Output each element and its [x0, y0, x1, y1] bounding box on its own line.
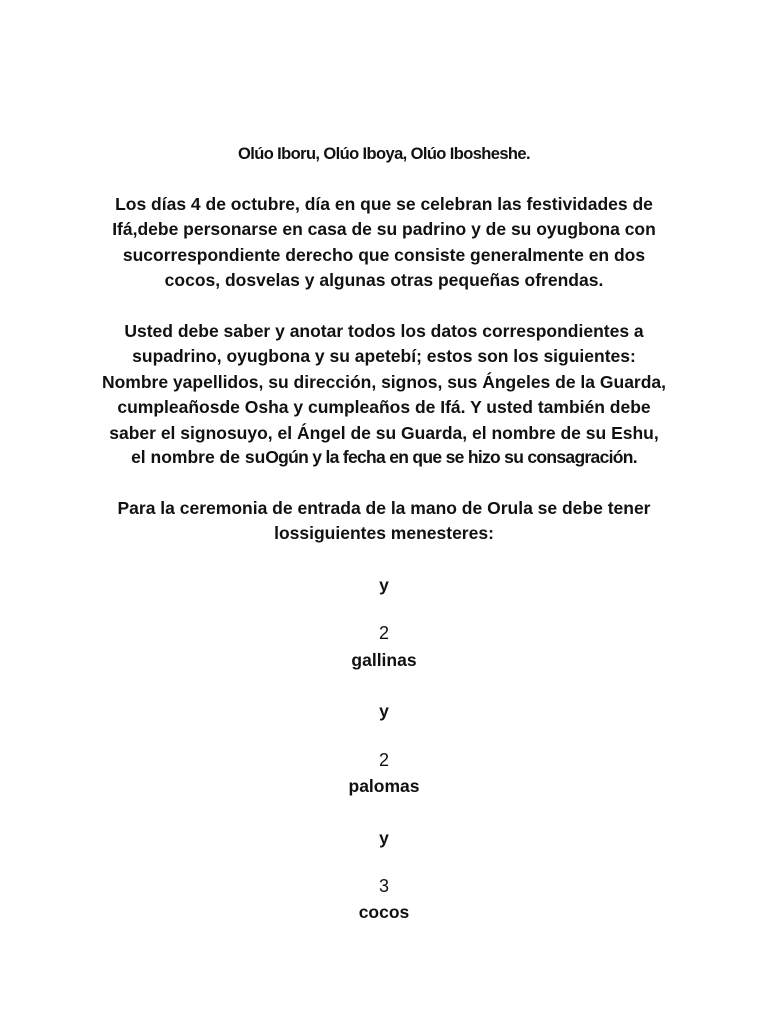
paragraph2-line3: Nombre yapellidos, su dirección, signos, sus Ángeles de la Guarda,	[101, 372, 667, 392]
document-title: Olúo Iboru, Olúo Iboya, Olúo Ibosheshe.	[238, 145, 530, 163]
list-quantity-1: 2	[378, 623, 389, 643]
paragraph2-line6	[0, 444, 768, 470]
paragraph2-line2: supadrino, oyugbona y su apetebí; estos son los siguientes:	[132, 346, 636, 366]
paragraph2-line4: cumpleañosde Osha y cumpleaños de Ifá. Y usted también debe	[117, 397, 651, 417]
paragraph1-line3: sucorrespondiente derecho que consiste generalmente en dos	[122, 245, 646, 265]
list-conjunction-2: y	[379, 701, 389, 721]
list-conjunction-3: y	[379, 828, 389, 848]
list-quantity-2: 2	[378, 750, 389, 770]
paragraph3-line1: Para la ceremonia de entrada de la mano de Orula se debe tener	[117, 498, 651, 518]
list-conjunction-1: y	[379, 575, 389, 595]
paragraph2-line6-part-a: el nombre de su	[131, 447, 266, 467]
paragraph3-line2: lossiguientes menesteres:	[274, 523, 494, 543]
paragraph1-line2: Ifá,debe personarse en casa de su padrino y de su oyugbona con	[112, 219, 656, 239]
paragraph1-line4: cocos, dosvelas y algunas otras pequeñas ofrendas.	[164, 270, 604, 290]
list-item-3: cocos	[358, 902, 410, 922]
paragraph2-line5: saber el signosuyo, el Ángel de su Guarda, el nombre de su Eshu,	[109, 423, 659, 443]
paragraph1-line1: Los días 4 de octubre, día en que se celebran las festividades de	[115, 194, 653, 214]
list-item-1: gallinas	[351, 650, 417, 670]
list-quantity-3: 3	[378, 876, 389, 896]
list-item-2: palomas	[348, 776, 420, 796]
paragraph2-line6-part-b: Ogún y la fecha en que se hizo su consagración.	[265, 447, 637, 467]
paragraph2-line1: Usted debe saber y anotar todos los datos correspondientes a	[124, 321, 644, 341]
